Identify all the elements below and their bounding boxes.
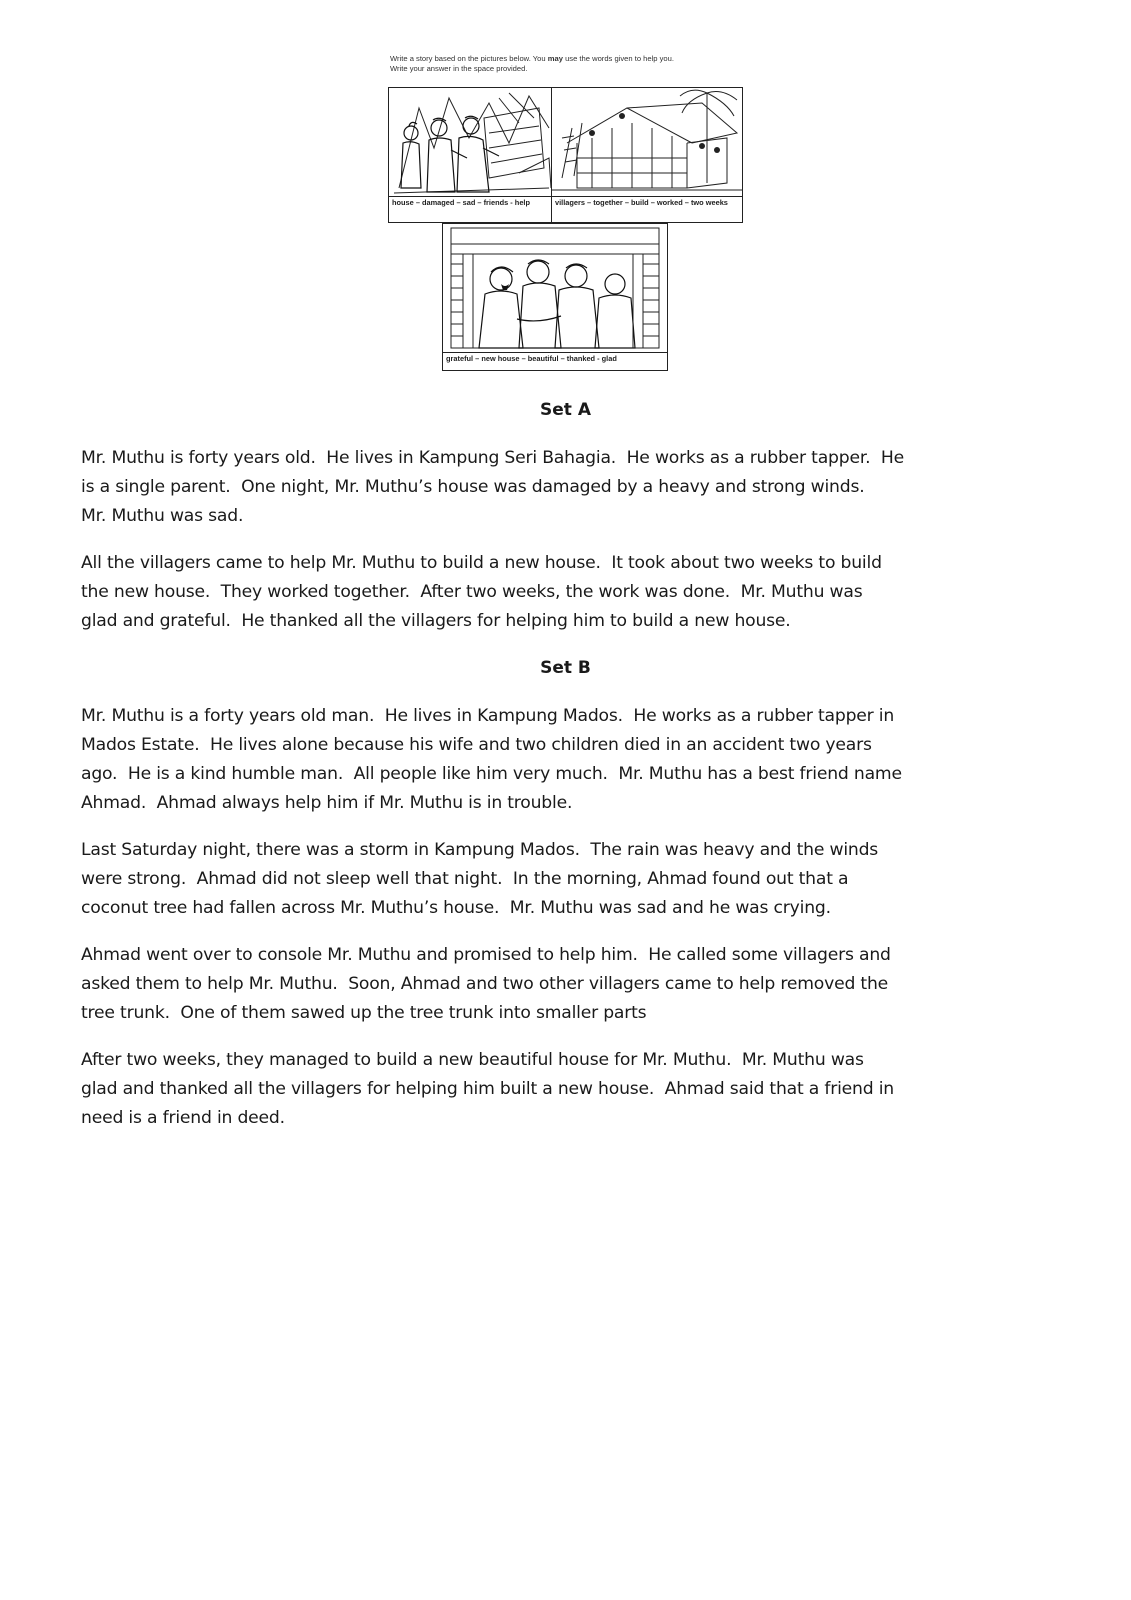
picture-panel-building-house (551, 87, 743, 223)
picture-panel-damaged-house (388, 87, 553, 223)
picture-composition-worksheet (388, 54, 748, 374)
set-b-heading: Set B (540, 658, 591, 678)
instruction-emphasis: may (547, 54, 563, 63)
instruction-text: use the words given to help you. (562, 54, 674, 63)
set-a-paragraph-2: All the villagers came to help Mr. Muthu to build a new house. It took about two weeks to build the new house. They worked together. After two weeks, the work was done. Mr. Muthu was glad and grateful. He thanked all the villagers for helping him to build a new house. (81, 553, 882, 631)
set-a-heading: Set A (540, 400, 591, 420)
grateful-villagers-illustration (443, 224, 667, 352)
picture-panel-grateful-villagers (442, 223, 668, 371)
set-a-paragraph-1: Mr. Muthu is forty years old. He lives in Kampung Seri Bahagia. He works as a rubber tapper. He is a single parent. One night, Mr. Muthu’s house was damaged by a heavy and strong winds. Mr. Muthu was sad. (81, 448, 905, 526)
set-b-paragraph-2: Last Saturday night, there was a storm in Kampung Mados. The rain was heavy and the winds were strong. Ahmad did not sleep well that night. In the morning, Ahmad found out that a coconut tree had fallen across Mr. Muthu’s house. Mr. Muthu was sad and he was crying. (81, 840, 879, 918)
building-house-illustration (552, 88, 742, 196)
instruction-line-1 (390, 54, 750, 64)
instruction-line-2: Write your answer in the space provided. (390, 63, 528, 73)
instruction-text: Write a story based on the pictures below. You (390, 54, 548, 63)
set-b-paragraph-3: Ahmad went over to console Mr. Muthu and promised to help him. He called some villagers and asked them to help Mr. Muthu. Soon, Ahmad and two other villagers came to help removed the tree trunk. One of them sawed up the tree trunk into smaller parts (81, 945, 891, 1023)
worksheet-instructions (390, 54, 750, 73)
panel-caption: grateful – new house – beautiful – thanked - glad (443, 352, 667, 370)
panel-caption: villagers – together – build – worked – two weeks (552, 196, 742, 222)
damaged-house-illustration (389, 88, 552, 196)
set-b-paragraph-1: Mr. Muthu is a forty years old man. He lives in Kampung Mados. He works as a rubber tapper in Mados Estate. He lives alone because his wife and two children died in an accident two years ago. He is a kind humble man. All people like him very much. Mr. Muthu has a best friend name Ahmad. Ahmad always help him if Mr. Muthu is in trouble. (81, 706, 902, 813)
set-b-paragraph-4: After two weeks, they managed to build a new beautiful house for Mr. Muthu. Mr. Muthu was glad and thanked all the villagers for helping him built a new house. Ahmad said that a friend in need is a friend in deed. (81, 1050, 894, 1128)
panel-caption: house – damaged – sad – friends - help (389, 196, 552, 222)
